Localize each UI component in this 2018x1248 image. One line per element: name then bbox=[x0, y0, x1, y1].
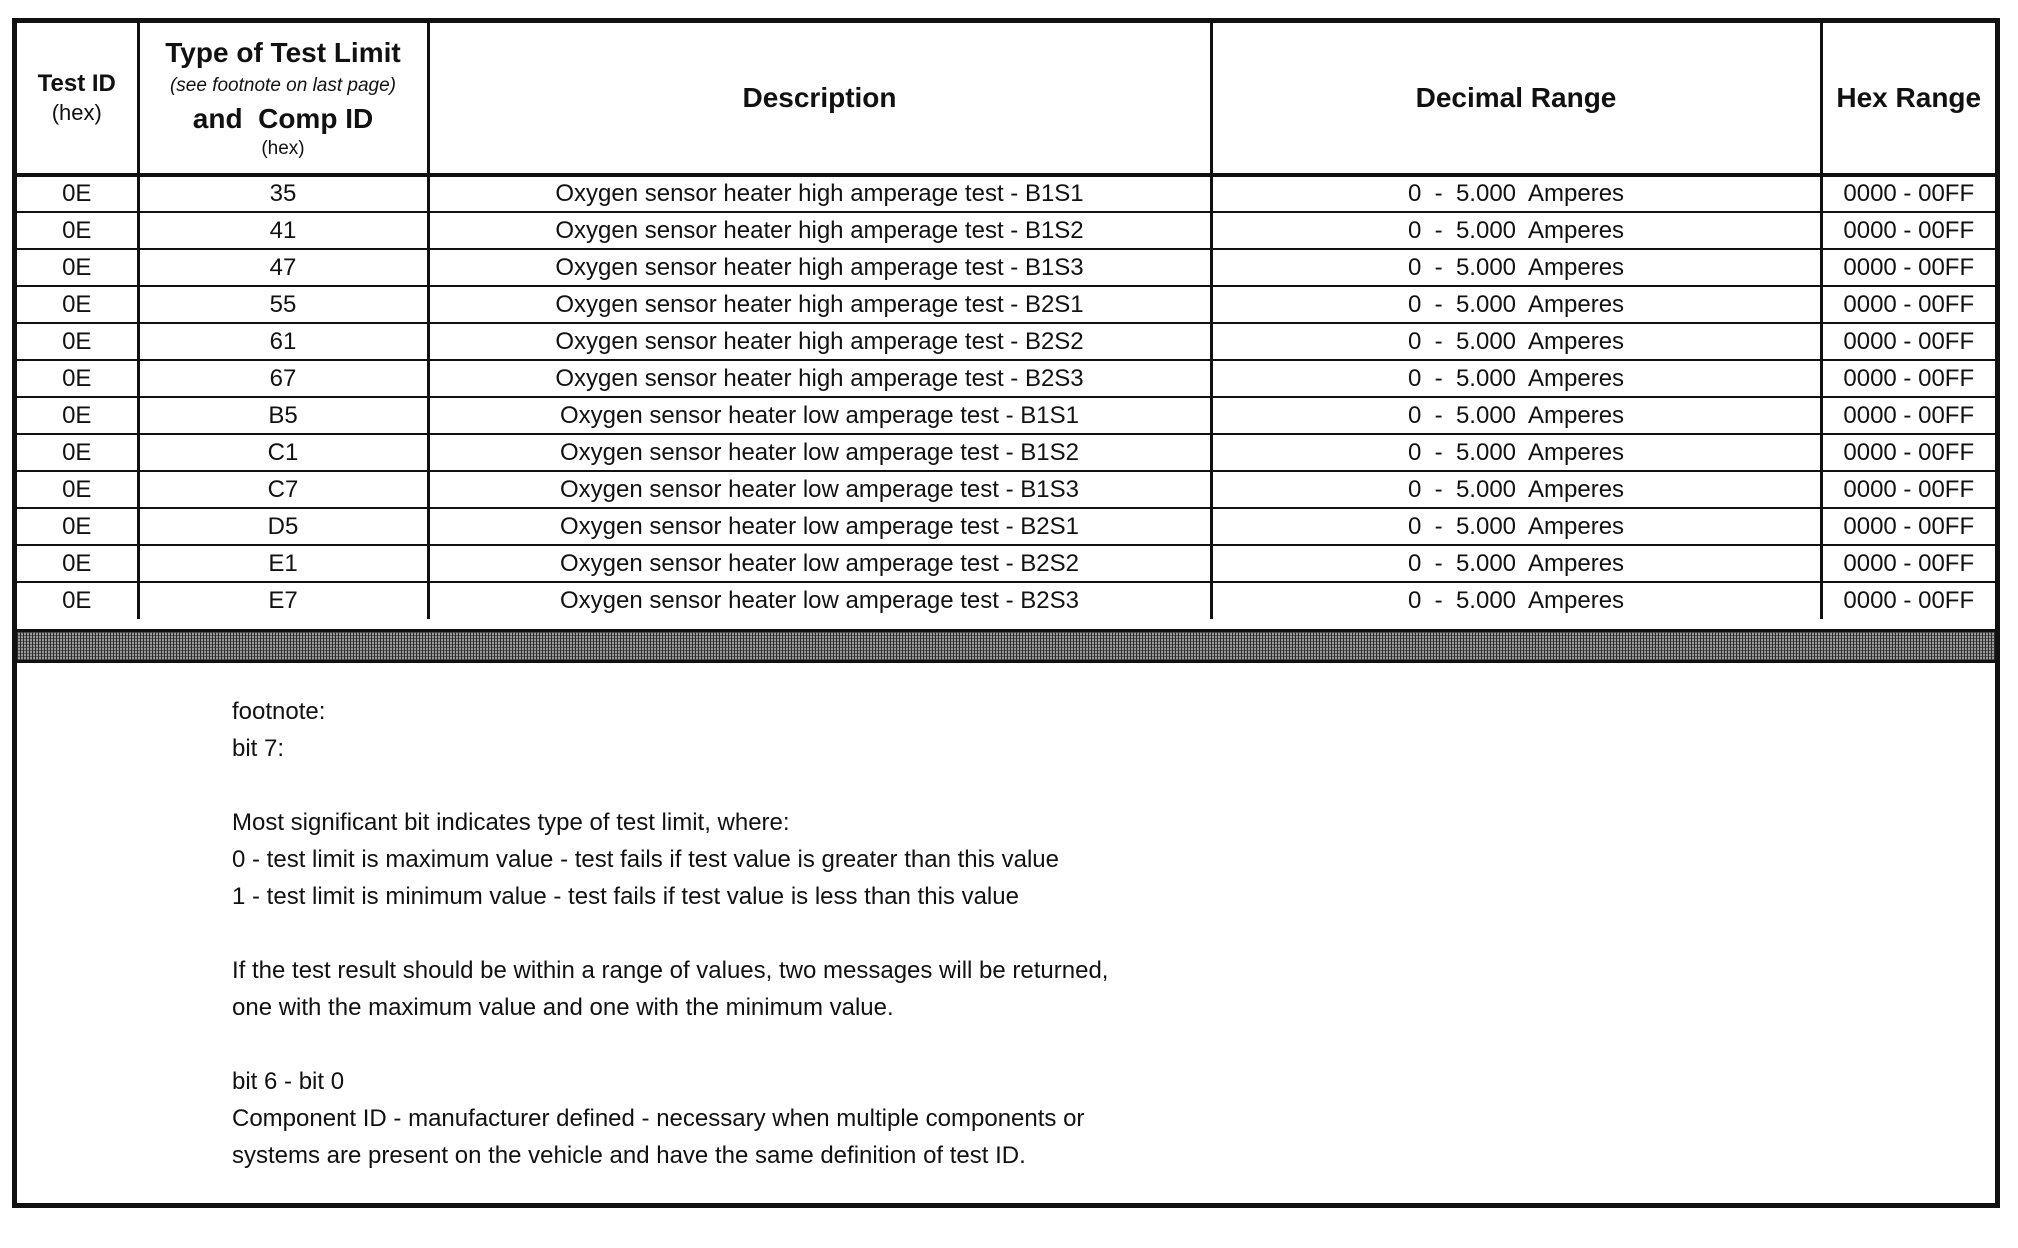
header-test-id-sub: (hex) bbox=[51, 100, 102, 125]
table-row bbox=[17, 397, 1995, 434]
header-decimal-range bbox=[1211, 23, 1821, 175]
cell-decimal-range: 0 - 5.000 Amperes bbox=[1211, 175, 1821, 212]
header-description-label: Description bbox=[742, 82, 897, 113]
footnote-spacer bbox=[232, 767, 1432, 804]
cell-test-id: 0E bbox=[17, 545, 138, 582]
cell-decimal-range: 0 - 5.000 Amperes bbox=[1211, 286, 1821, 323]
footnote-range-line-1: If the test result should be within a range of values, two messages will be returned, bbox=[232, 957, 1109, 984]
table-row bbox=[17, 323, 1995, 360]
cell-hex-range: 0000 - 00FF bbox=[1821, 508, 1995, 545]
table-row bbox=[17, 175, 1995, 212]
cell-test-id: 0E bbox=[17, 434, 138, 471]
table-row bbox=[17, 360, 1995, 397]
cell-description: Oxygen sensor heater high amperage test - B2S3 bbox=[428, 360, 1211, 397]
table-header bbox=[17, 23, 1995, 175]
cell-comp-id: B5 bbox=[138, 397, 428, 434]
cell-comp-id: 47 bbox=[138, 249, 428, 286]
header-type-comp-id: and Comp ID bbox=[192, 103, 374, 134]
cell-description: Oxygen sensor heater high amperage test - B2S2 bbox=[428, 323, 1211, 360]
cell-comp-id: 67 bbox=[138, 360, 428, 397]
cell-test-id: 0E bbox=[17, 175, 138, 212]
cell-decimal-range: 0 - 5.000 Amperes bbox=[1211, 212, 1821, 249]
header-type-sub: (hex) bbox=[261, 138, 305, 159]
cell-comp-id: 61 bbox=[138, 323, 428, 360]
cell-hex-range: 0000 - 00FF bbox=[1821, 286, 1995, 323]
cell-description: Oxygen sensor heater high amperage test - B1S2 bbox=[428, 212, 1211, 249]
footnote-title: footnote: bbox=[232, 698, 326, 725]
table-row bbox=[17, 212, 1995, 249]
cell-comp-id: E1 bbox=[138, 545, 428, 582]
header-hex-range-label: Hex Range bbox=[1836, 82, 1982, 113]
cell-test-id: 0E bbox=[17, 360, 138, 397]
cell-hex-range: 0000 - 00FF bbox=[1821, 397, 1995, 434]
header-type-note: (see footnote on last page) bbox=[169, 75, 397, 96]
header-decimal-range-label: Decimal Range bbox=[1415, 82, 1617, 113]
footnote-bit60-label: bit 6 - bit 0 bbox=[232, 1068, 345, 1095]
cell-comp-id: D5 bbox=[138, 508, 428, 545]
cell-description: Oxygen sensor heater high amperage test - B2S1 bbox=[428, 286, 1211, 323]
cell-hex-range: 0000 - 00FF bbox=[1821, 212, 1995, 249]
cell-decimal-range: 0 - 5.000 Amperes bbox=[1211, 471, 1821, 508]
header-description bbox=[428, 23, 1211, 175]
cell-decimal-range: 0 - 5.000 Amperes bbox=[1211, 545, 1821, 582]
cell-comp-id: 41 bbox=[138, 212, 428, 249]
cell-hex-range: 0000 - 00FF bbox=[1821, 545, 1995, 582]
cell-description: Oxygen sensor heater low amperage test - B2S3 bbox=[428, 582, 1211, 619]
header-hex-range bbox=[1821, 23, 1995, 175]
header-type-of-test-limit bbox=[138, 23, 428, 175]
cell-hex-range: 0000 - 00FF bbox=[1821, 249, 1995, 286]
document-frame bbox=[12, 18, 2000, 1208]
cell-description: Oxygen sensor heater high amperage test - B1S1 bbox=[428, 175, 1211, 212]
cell-decimal-range: 0 - 5.000 Amperes bbox=[1211, 434, 1821, 471]
cell-decimal-range: 0 - 5.000 Amperes bbox=[1211, 323, 1821, 360]
cell-hex-range: 0000 - 00FF bbox=[1821, 360, 1995, 397]
table-row bbox=[17, 508, 1995, 545]
cell-test-id: 0E bbox=[17, 286, 138, 323]
cell-comp-id: C1 bbox=[138, 434, 428, 471]
cell-hex-range: 0000 - 00FF bbox=[1821, 434, 1995, 471]
footnote-range-line-2: one with the maximum value and one with the minimum value. bbox=[232, 994, 894, 1021]
cell-description: Oxygen sensor heater high amperage test - B1S3 bbox=[428, 249, 1211, 286]
cell-description: Oxygen sensor heater low amperage test - B2S1 bbox=[428, 508, 1211, 545]
cell-hex-range: 0000 - 00FF bbox=[1821, 323, 1995, 360]
cell-test-id: 0E bbox=[17, 323, 138, 360]
cell-decimal-range: 0 - 5.000 Amperes bbox=[1211, 582, 1821, 619]
cell-description: Oxygen sensor heater low amperage test - B1S1 bbox=[428, 397, 1211, 434]
cell-description: Oxygen sensor heater low amperage test - B1S2 bbox=[428, 434, 1211, 471]
table-row bbox=[17, 582, 1995, 619]
test-limits-table bbox=[17, 23, 1995, 619]
cell-comp-id: 35 bbox=[138, 175, 428, 212]
cell-decimal-range: 0 - 5.000 Amperes bbox=[1211, 360, 1821, 397]
footnote-spacer bbox=[232, 915, 1432, 952]
cell-test-id: 0E bbox=[17, 508, 138, 545]
cell-test-id: 0E bbox=[17, 582, 138, 619]
table-row bbox=[17, 286, 1995, 323]
footnote-comp-line-2: systems are present on the vehicle and have the same definition of test ID. bbox=[232, 1142, 1026, 1169]
footnote-comp-line-1: Component ID - manufacturer defined - necessary when multiple components or bbox=[232, 1105, 1085, 1132]
cell-decimal-range: 0 - 5.000 Amperes bbox=[1211, 508, 1821, 545]
table-row bbox=[17, 434, 1995, 471]
footnote-spacer bbox=[232, 1026, 1432, 1063]
header-test-id bbox=[17, 23, 138, 175]
cell-description: Oxygen sensor heater low amperage test - B1S3 bbox=[428, 471, 1211, 508]
cell-hex-range: 0000 - 00FF bbox=[1843, 587, 1975, 614]
footnote-msb-text: Most significant bit indicates type of test limit, where: bbox=[232, 809, 790, 836]
cell-test-id: 0E bbox=[17, 249, 138, 286]
header-test-id-title: Test ID bbox=[37, 70, 116, 97]
footnote-bit7-label: bit 7: bbox=[232, 735, 285, 762]
cell-decimal-range: 0 - 5.000 Amperes bbox=[1211, 397, 1821, 434]
cell-test-id: 0E bbox=[17, 212, 138, 249]
table-row bbox=[17, 249, 1995, 286]
cell-test-id: 0E bbox=[17, 397, 138, 434]
footnote-min-line: 1 - test limit is minimum value - test fails if test value is less than this value bbox=[232, 883, 1019, 910]
cell-test-id: 0E bbox=[17, 471, 138, 508]
cell-description: Oxygen sensor heater low amperage test - B2S2 bbox=[428, 545, 1211, 582]
hatched-divider bbox=[17, 629, 1995, 663]
cell-comp-id: C7 bbox=[138, 471, 428, 508]
cell-hex-range: 0000 - 00FF bbox=[1821, 471, 1995, 508]
table-row bbox=[17, 545, 1995, 582]
table-row bbox=[17, 471, 1995, 508]
footnote-max-line: 0 - test limit is maximum value - test fails if test value is greater than this value bbox=[232, 846, 1059, 873]
cell-comp-id: E7 bbox=[138, 582, 428, 619]
cell-hex-range: 0000 - 00FF bbox=[1821, 175, 1995, 212]
cell-decimal-range: 0 - 5.000 Amperes bbox=[1211, 249, 1821, 286]
cell-comp-id: 55 bbox=[138, 286, 428, 323]
header-type-title: Type of Test Limit bbox=[165, 37, 401, 68]
table-body bbox=[17, 175, 1995, 619]
footnote-section bbox=[232, 693, 1432, 1174]
